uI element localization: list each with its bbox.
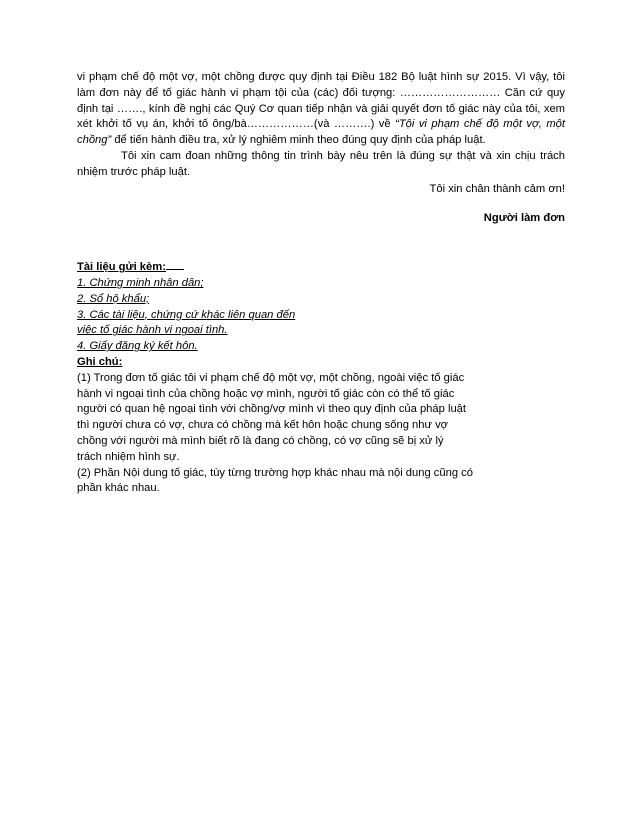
note-line: thì người chưa có vợ, chưa có chồng mà kết hôn hoặc chung sống như vợ — [77, 419, 449, 432]
note-line: (2) Phần Nội dung tố giác, tùy từng trường hợp khác nhau mà nội dung cũng có — [77, 466, 473, 479]
document-page — [77, 70, 565, 497]
attachment-item: 4. Giấy đăng ký kết hôn. — [77, 340, 198, 353]
attachments-section — [77, 259, 565, 355]
note-line: chồng với người mà mình biết rõ là đang có chồng, có vợ cũng sẽ bị xử lý — [77, 434, 444, 447]
paragraph-1-text-a: vi phạm chế độ một vợ, một chồng được quy định tại Điều 182 Bộ luật hình sự 2015. Vì vậy, tôi làm đơn này để tố giác hành vi phạm tội của (các) đối tượng: ……………………… Căn cứ quy định tại ……., kính đề nghị các Quý Cơ quan tiếp nhận và giải quyết đơn tố giác này của tôi, xem xét khởi tố vụ án, khởi tố ông/bà………………(và ……….) về — [77, 71, 565, 131]
attachments-title-text: Tài liệu gửi kèm: — [77, 261, 166, 274]
attachment-item: 2. Sổ hộ khẩu; — [77, 292, 150, 305]
note-line: (1) Trong đơn tố giác tôi vi phạm chế độ một vợ, một chồng, ngoài việc tố giác — [77, 371, 465, 384]
attachments-title — [77, 259, 565, 276]
attachment-item: 3. Các tài liệu, chứng cứ khác liên quan đến — [77, 308, 296, 321]
note-line: người có quan hệ ngoại tình với chồng/vợ mình vì theo quy định của pháp luật — [77, 403, 466, 416]
paragraph-1-crime-name: “Tội vi phạm chế độ một vợ, một chồng” — [77, 118, 566, 147]
note-line: hành vi ngoại tình của chồng hoặc vợ mình, người tố giác còn có thể tố giác — [77, 387, 455, 400]
body-paragraph-2: Tôi xin cam đoan những thông tin trình bày nêu trên là đúng sự thật và xin chịu trách nhiệm trước pháp luật. — [77, 149, 565, 178]
paragraph-1-text-b: để tiến hành điều tra, xử lý nghiêm minh theo đúng quy định của pháp luật. — [111, 134, 486, 147]
notes-title: Ghi chú: — [77, 355, 123, 368]
note-line: phần khác nhau. — [77, 482, 160, 495]
attachment-item: 1. Chứng minh nhân dân; — [77, 276, 204, 289]
notes-section — [77, 355, 565, 497]
title-underline-extension — [166, 259, 184, 270]
note-line: trách nhiệm hình sự. — [77, 450, 180, 463]
attachment-item: việc tố giác hành vi ngoại tình. — [77, 324, 228, 337]
body-paragraph-1 — [77, 70, 565, 149]
thanks-line: Tôi xin chân thành cảm ơn! — [429, 182, 565, 195]
signer-label: Người làm đơn — [483, 212, 565, 225]
